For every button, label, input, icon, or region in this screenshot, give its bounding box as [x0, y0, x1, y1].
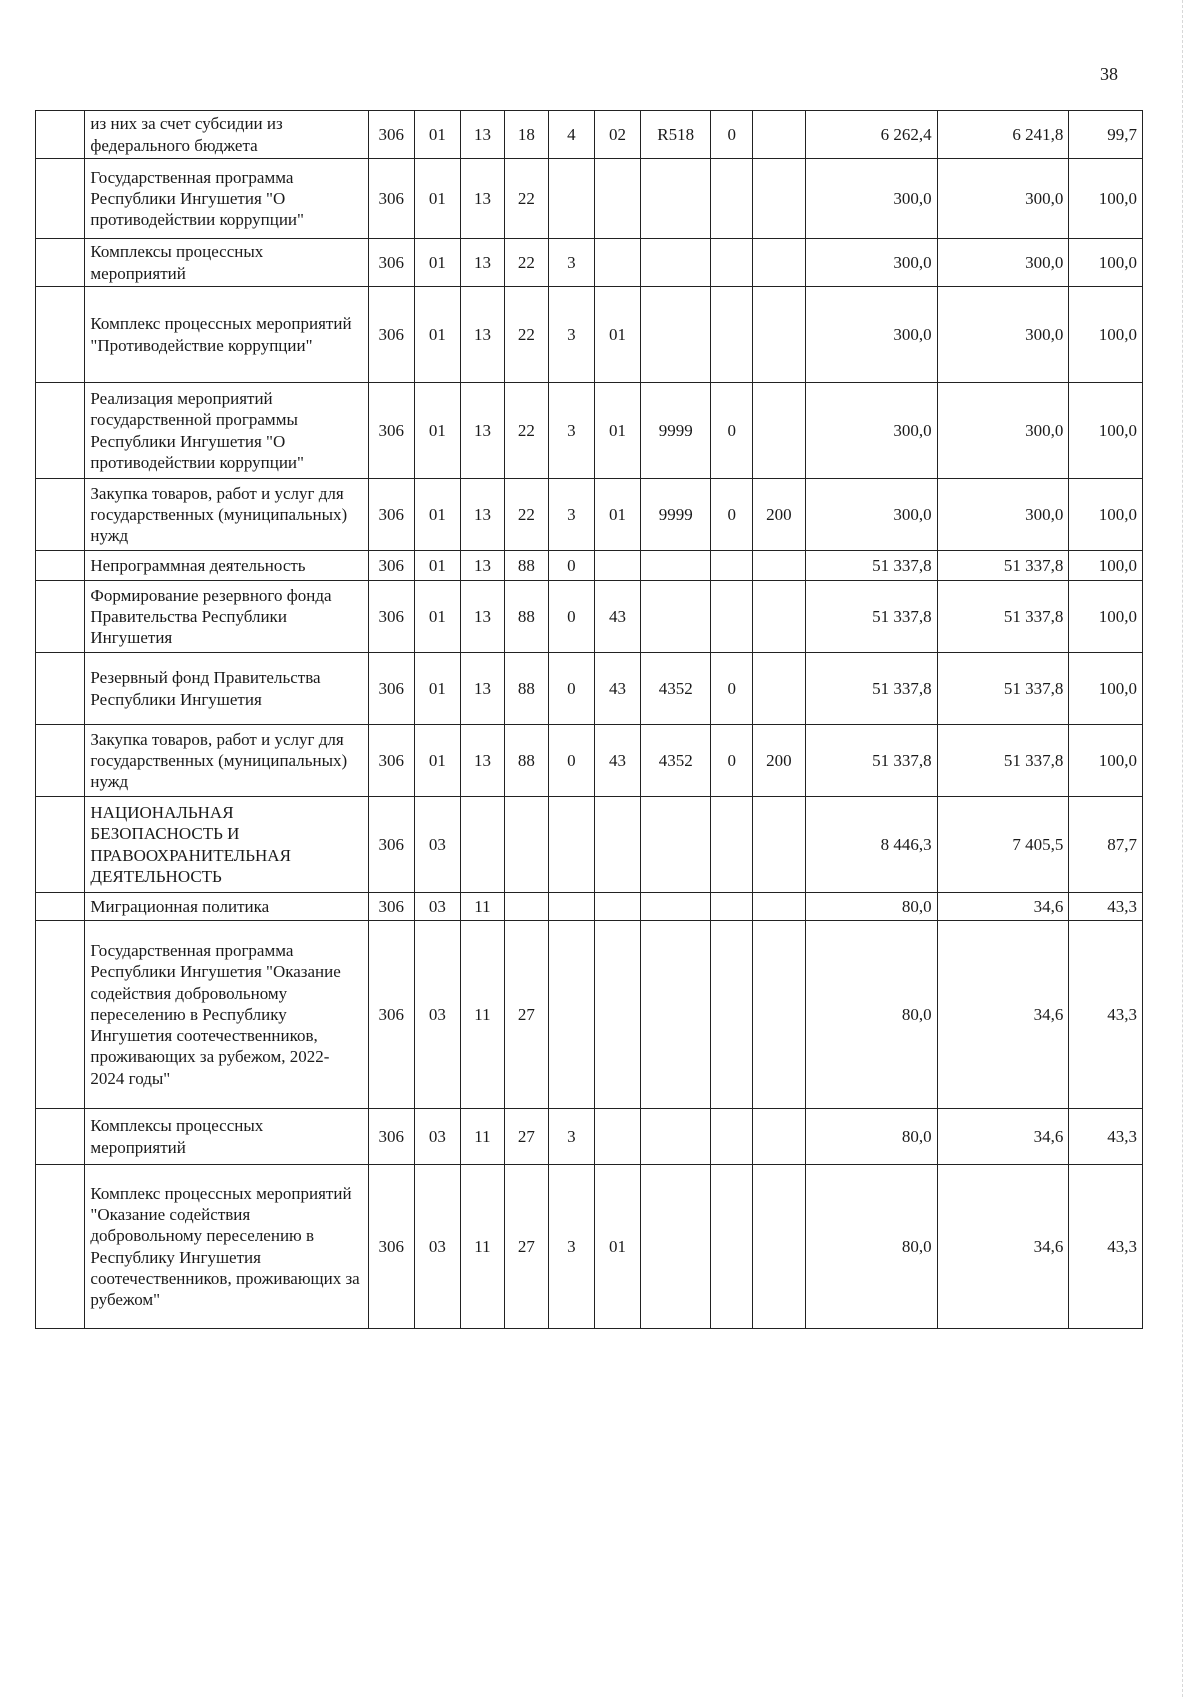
row-description: из них за счет субсидии из федерального бюджета [85, 111, 368, 159]
code-cell-c6 [594, 797, 640, 893]
pct-cell: 100,0 [1069, 653, 1143, 725]
code-cell-c8 [711, 1165, 753, 1329]
code-cell-c7: 9999 [641, 479, 711, 551]
code-cell-c6: 01 [594, 1165, 640, 1329]
table-row [36, 1109, 1143, 1165]
row-index-cell [36, 551, 85, 581]
pct-cell: 100,0 [1069, 725, 1143, 797]
code-cell-c3: 13 [460, 581, 504, 653]
code-cell-c1: 306 [368, 159, 414, 239]
plan-cell: 51 337,8 [805, 581, 937, 653]
code-cell-c9 [753, 551, 806, 581]
fact-cell: 51 337,8 [937, 581, 1069, 653]
code-cell-c2: 01 [414, 551, 460, 581]
code-cell-c2: 03 [414, 1165, 460, 1329]
plan-cell: 51 337,8 [805, 653, 937, 725]
row-index-cell [36, 725, 85, 797]
code-cell-c7 [641, 159, 711, 239]
code-cell-c1: 306 [368, 479, 414, 551]
pct-cell: 43,3 [1069, 1165, 1143, 1329]
plan-cell: 6 262,4 [805, 111, 937, 159]
table-row [36, 921, 1143, 1109]
code-cell-c3 [460, 797, 504, 893]
fact-cell: 7 405,5 [937, 797, 1069, 893]
pct-cell: 100,0 [1069, 239, 1143, 287]
row-index-cell [36, 479, 85, 551]
plan-cell: 300,0 [805, 287, 937, 383]
fact-cell: 34,6 [937, 1165, 1069, 1329]
code-cell-c4: 88 [504, 551, 548, 581]
code-cell-c5: 0 [548, 551, 594, 581]
pct-cell: 100,0 [1069, 551, 1143, 581]
plan-cell: 300,0 [805, 383, 937, 479]
code-cell-c6 [594, 1109, 640, 1165]
code-cell-c1: 306 [368, 551, 414, 581]
row-index-cell [36, 797, 85, 893]
code-cell-c3: 13 [460, 111, 504, 159]
code-cell-c9 [753, 1165, 806, 1329]
table-row [36, 159, 1143, 239]
code-cell-c9 [753, 921, 806, 1109]
code-cell-c7 [641, 797, 711, 893]
row-description: Непрограммная деятельность [85, 551, 368, 581]
code-cell-c4: 27 [504, 1165, 548, 1329]
row-description: Закупка товаров, работ и услуг для государственных (муниципальных) нужд [85, 479, 368, 551]
row-index-cell [36, 893, 85, 921]
code-cell-c2: 03 [414, 1109, 460, 1165]
fact-cell: 300,0 [937, 479, 1069, 551]
row-index-cell [36, 287, 85, 383]
fact-cell: 300,0 [937, 383, 1069, 479]
plan-cell: 51 337,8 [805, 725, 937, 797]
code-cell-c1: 306 [368, 111, 414, 159]
code-cell-c8 [711, 287, 753, 383]
code-cell-c3: 13 [460, 653, 504, 725]
fact-cell: 51 337,8 [937, 725, 1069, 797]
code-cell-c4: 88 [504, 725, 548, 797]
code-cell-c1: 306 [368, 725, 414, 797]
code-cell-c1: 306 [368, 581, 414, 653]
fact-cell: 6 241,8 [937, 111, 1069, 159]
code-cell-c5: 4 [548, 111, 594, 159]
code-cell-c4: 18 [504, 111, 548, 159]
table-row [36, 797, 1143, 893]
code-cell-c6: 43 [594, 653, 640, 725]
code-cell-c9 [753, 893, 806, 921]
code-cell-c2: 01 [414, 287, 460, 383]
code-cell-c9 [753, 287, 806, 383]
code-cell-c2: 03 [414, 797, 460, 893]
code-cell-c8 [711, 551, 753, 581]
code-cell-c4: 22 [504, 287, 548, 383]
code-cell-c2: 01 [414, 725, 460, 797]
budget-table [35, 110, 1143, 1329]
code-cell-c1: 306 [368, 653, 414, 725]
code-cell-c1: 306 [368, 1165, 414, 1329]
code-cell-c4 [504, 797, 548, 893]
code-cell-c6: 43 [594, 581, 640, 653]
row-description: Комплексы процессных мероприятий [85, 1109, 368, 1165]
code-cell-c3: 13 [460, 479, 504, 551]
code-cell-c1: 306 [368, 287, 414, 383]
code-cell-c8: 0 [711, 383, 753, 479]
row-description: Комплексы процессных мероприятий [85, 239, 368, 287]
code-cell-c7 [641, 1109, 711, 1165]
code-cell-c5: 0 [548, 725, 594, 797]
code-cell-c9 [753, 1109, 806, 1165]
table-row [36, 239, 1143, 287]
code-cell-c2: 01 [414, 111, 460, 159]
plan-cell: 80,0 [805, 1165, 937, 1329]
code-cell-c4: 22 [504, 479, 548, 551]
code-cell-c3: 11 [460, 893, 504, 921]
code-cell-c3: 11 [460, 1109, 504, 1165]
code-cell-c2: 01 [414, 479, 460, 551]
row-description: Закупка товаров, работ и услуг для государственных (муниципальных) нужд [85, 725, 368, 797]
code-cell-c5: 3 [548, 239, 594, 287]
code-cell-c7: 9999 [641, 383, 711, 479]
code-cell-c9 [753, 111, 806, 159]
code-cell-c7 [641, 1165, 711, 1329]
code-cell-c8: 0 [711, 653, 753, 725]
row-description: Резервный фонд Правительства Республики Ингушетия [85, 653, 368, 725]
code-cell-c5: 3 [548, 287, 594, 383]
table-row [36, 1165, 1143, 1329]
code-cell-c1: 306 [368, 239, 414, 287]
pct-cell: 100,0 [1069, 287, 1143, 383]
code-cell-c7 [641, 893, 711, 921]
row-index-cell [36, 921, 85, 1109]
pct-cell: 100,0 [1069, 383, 1143, 479]
code-cell-c7 [641, 239, 711, 287]
code-cell-c7 [641, 581, 711, 653]
table-row [36, 893, 1143, 921]
row-description: Комплекс процессных мероприятий "Оказание содействия добровольному переселению в Республику Ингушетия соотечественников, проживающих за рубежом" [85, 1165, 368, 1329]
code-cell-c8 [711, 239, 753, 287]
code-cell-c2: 03 [414, 893, 460, 921]
code-cell-c8 [711, 797, 753, 893]
code-cell-c3: 13 [460, 551, 504, 581]
code-cell-c8 [711, 893, 753, 921]
code-cell-c4: 27 [504, 1109, 548, 1165]
code-cell-c2: 01 [414, 239, 460, 287]
row-index-cell [36, 581, 85, 653]
pct-cell: 100,0 [1069, 159, 1143, 239]
code-cell-c2: 01 [414, 653, 460, 725]
code-cell-c9 [753, 653, 806, 725]
row-index-cell [36, 1165, 85, 1329]
fact-cell: 34,6 [937, 893, 1069, 921]
pct-cell: 43,3 [1069, 921, 1143, 1109]
code-cell-c2: 03 [414, 921, 460, 1109]
code-cell-c9 [753, 239, 806, 287]
row-description: Реализация мероприятий государственной программы Республики Ингушетия "О противодействии коррупции" [85, 383, 368, 479]
code-cell-c1: 306 [368, 893, 414, 921]
code-cell-c9: 200 [753, 725, 806, 797]
code-cell-c7 [641, 921, 711, 1109]
scan-edge-line [1182, 0, 1183, 1697]
row-description: Государственная программа Республики Ингушетия "Оказание содействия добровольному переселению в Республику Ингушетия соотечественников, проживающих за рубежом, 2022-2024 годы" [85, 921, 368, 1109]
row-index-cell [36, 239, 85, 287]
code-cell-c4: 22 [504, 159, 548, 239]
code-cell-c2: 01 [414, 159, 460, 239]
fact-cell: 300,0 [937, 159, 1069, 239]
row-description: Государственная программа Республики Ингушетия "О противодействии коррупции" [85, 159, 368, 239]
code-cell-c6 [594, 239, 640, 287]
code-cell-c9: 200 [753, 479, 806, 551]
code-cell-c6 [594, 893, 640, 921]
code-cell-c6: 02 [594, 111, 640, 159]
page-number: 38 [1100, 64, 1118, 84]
code-cell-c7: R518 [641, 111, 711, 159]
code-cell-c9 [753, 797, 806, 893]
plan-cell: 8 446,3 [805, 797, 937, 893]
code-cell-c5: 3 [548, 479, 594, 551]
code-cell-c7 [641, 551, 711, 581]
row-description: Комплекс процессных мероприятий "Противодействие коррупции" [85, 287, 368, 383]
code-cell-c5: 3 [548, 383, 594, 479]
code-cell-c5: 0 [548, 581, 594, 653]
code-cell-c6 [594, 551, 640, 581]
code-cell-c7: 4352 [641, 725, 711, 797]
code-cell-c8: 0 [711, 111, 753, 159]
code-cell-c8: 0 [711, 479, 753, 551]
fact-cell: 51 337,8 [937, 551, 1069, 581]
code-cell-c6 [594, 921, 640, 1109]
row-description: НАЦИОНАЛЬНАЯ БЕЗОПАСНОСТЬ И ПРАВООХРАНИТЕЛЬНАЯ ДЕЯТЕЛЬНОСТЬ [85, 797, 368, 893]
code-cell-c6: 43 [594, 725, 640, 797]
code-cell-c8: 0 [711, 725, 753, 797]
fact-cell: 300,0 [937, 239, 1069, 287]
code-cell-c1: 306 [368, 1109, 414, 1165]
code-cell-c9 [753, 159, 806, 239]
table-row [36, 111, 1143, 159]
plan-cell: 80,0 [805, 893, 937, 921]
code-cell-c8 [711, 159, 753, 239]
code-cell-c5: 3 [548, 1165, 594, 1329]
code-cell-c5 [548, 159, 594, 239]
plan-cell: 80,0 [805, 1109, 937, 1165]
row-description: Миграционная политика [85, 893, 368, 921]
code-cell-c7: 4352 [641, 653, 711, 725]
plan-cell: 300,0 [805, 479, 937, 551]
code-cell-c5 [548, 921, 594, 1109]
code-cell-c4 [504, 893, 548, 921]
code-cell-c2: 01 [414, 581, 460, 653]
pct-cell: 43,3 [1069, 1109, 1143, 1165]
code-cell-c6: 01 [594, 479, 640, 551]
fact-cell: 34,6 [937, 1109, 1069, 1165]
code-cell-c7 [641, 287, 711, 383]
code-cell-c4: 22 [504, 239, 548, 287]
table-row [36, 287, 1143, 383]
pct-cell: 100,0 [1069, 479, 1143, 551]
code-cell-c3: 13 [460, 287, 504, 383]
code-cell-c9 [753, 581, 806, 653]
code-cell-c3: 13 [460, 239, 504, 287]
code-cell-c3: 13 [460, 383, 504, 479]
table-row [36, 653, 1143, 725]
table-row [36, 479, 1143, 551]
code-cell-c9 [753, 383, 806, 479]
code-cell-c6: 01 [594, 287, 640, 383]
code-cell-c3: 11 [460, 921, 504, 1109]
code-cell-c4: 27 [504, 921, 548, 1109]
row-index-cell [36, 111, 85, 159]
code-cell-c3: 13 [460, 159, 504, 239]
plan-cell: 300,0 [805, 159, 937, 239]
row-index-cell [36, 1109, 85, 1165]
pct-cell: 99,7 [1069, 111, 1143, 159]
code-cell-c2: 01 [414, 383, 460, 479]
row-description: Формирование резервного фонда Правительства Республики Ингушетия [85, 581, 368, 653]
code-cell-c4: 22 [504, 383, 548, 479]
code-cell-c8 [711, 921, 753, 1109]
table-row [36, 725, 1143, 797]
row-index-cell [36, 383, 85, 479]
fact-cell: 51 337,8 [937, 653, 1069, 725]
fact-cell: 34,6 [937, 921, 1069, 1109]
code-cell-c5: 0 [548, 653, 594, 725]
code-cell-c3: 13 [460, 725, 504, 797]
code-cell-c5 [548, 797, 594, 893]
code-cell-c5: 3 [548, 1109, 594, 1165]
table-row [36, 551, 1143, 581]
code-cell-c4: 88 [504, 653, 548, 725]
pct-cell: 87,7 [1069, 797, 1143, 893]
row-index-cell [36, 653, 85, 725]
code-cell-c1: 306 [368, 921, 414, 1109]
code-cell-c1: 306 [368, 797, 414, 893]
pct-cell: 100,0 [1069, 581, 1143, 653]
fact-cell: 300,0 [937, 287, 1069, 383]
pct-cell: 43,3 [1069, 893, 1143, 921]
code-cell-c4: 88 [504, 581, 548, 653]
row-index-cell [36, 159, 85, 239]
plan-cell: 80,0 [805, 921, 937, 1109]
plan-cell: 300,0 [805, 239, 937, 287]
code-cell-c1: 306 [368, 383, 414, 479]
code-cell-c6: 01 [594, 383, 640, 479]
plan-cell: 51 337,8 [805, 551, 937, 581]
code-cell-c8 [711, 581, 753, 653]
code-cell-c8 [711, 1109, 753, 1165]
table-row [36, 581, 1143, 653]
table-row [36, 383, 1143, 479]
code-cell-c5 [548, 893, 594, 921]
code-cell-c3: 11 [460, 1165, 504, 1329]
code-cell-c6 [594, 159, 640, 239]
